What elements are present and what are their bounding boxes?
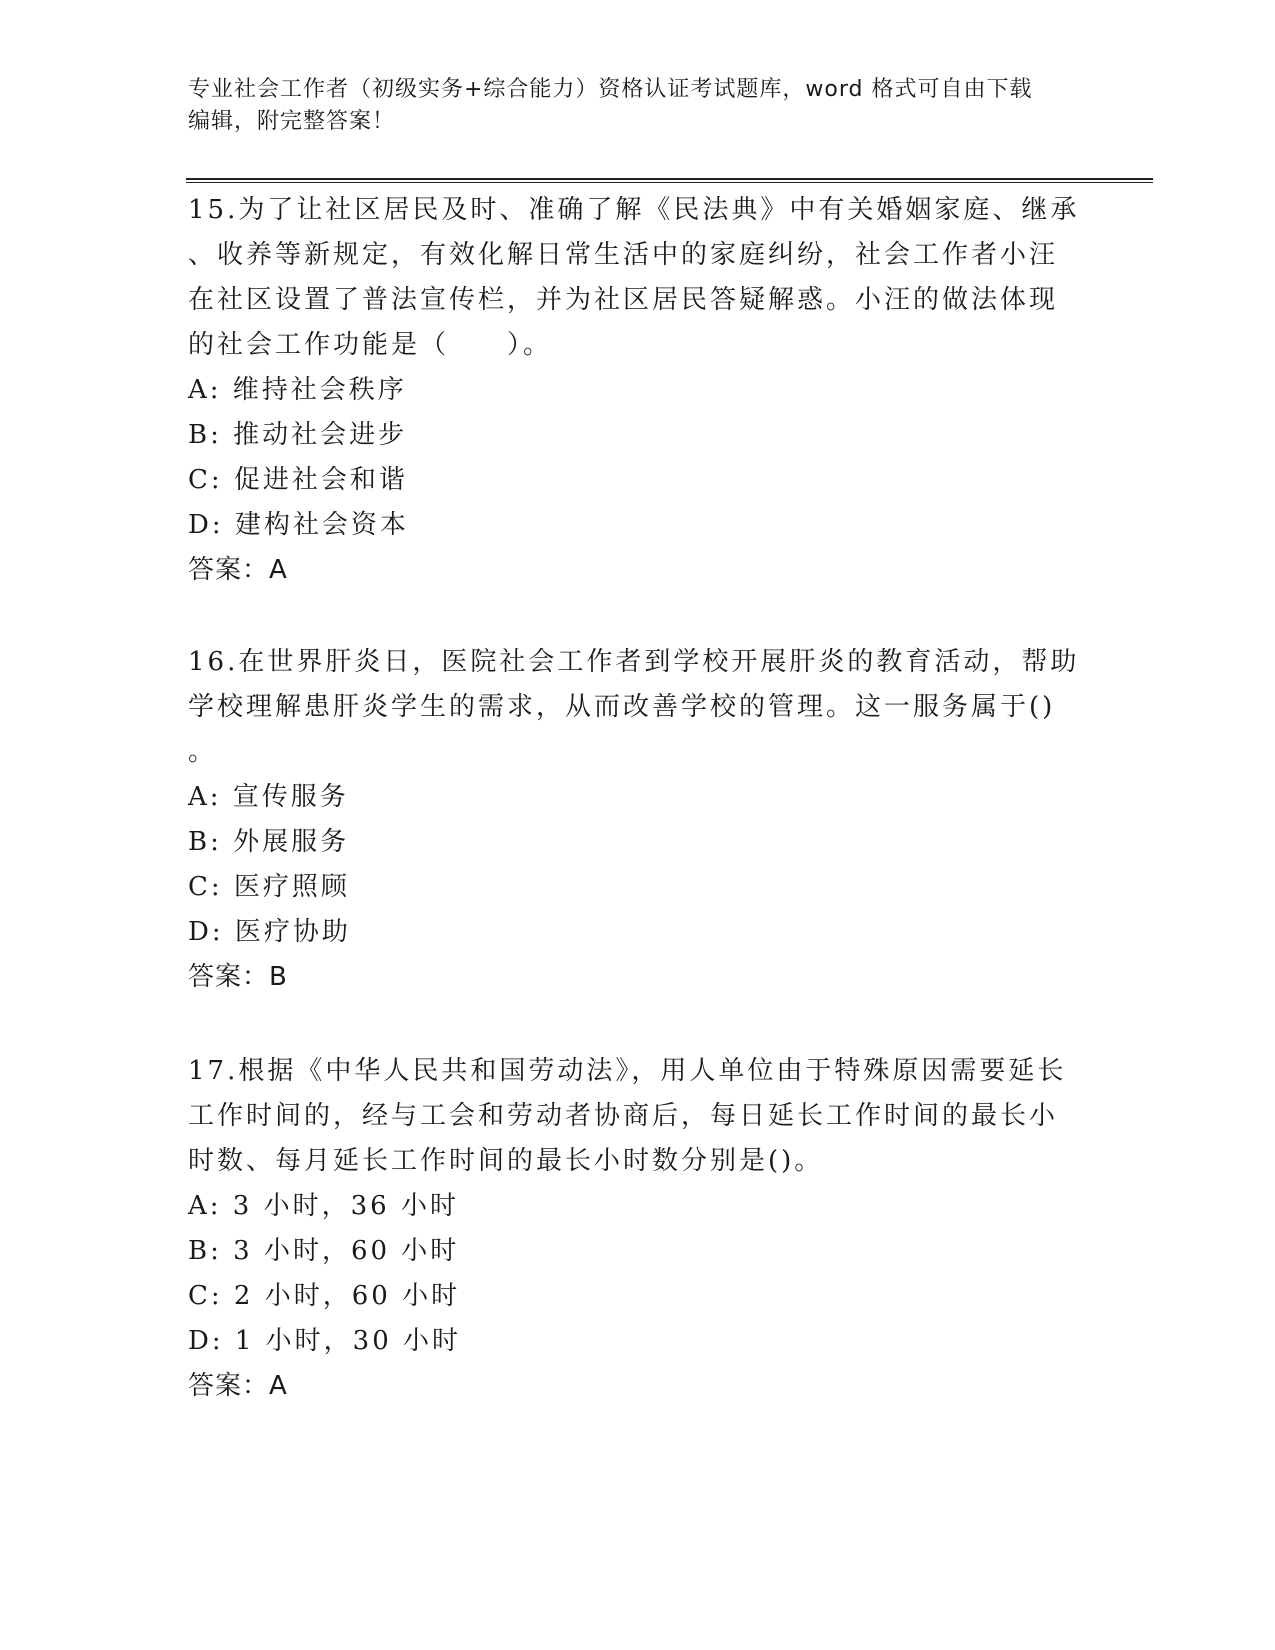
answer-label: 答案：B <box>188 962 288 992</box>
header-line-2: 编辑，附完整答案！ <box>188 109 396 134</box>
question-text-line: 的社会工作功能是（ ）。 <box>188 330 553 360</box>
answer-label: 答案：A <box>188 555 288 585</box>
question-text-line: 。 <box>188 737 218 767</box>
option-c: C: 医疗照顾 <box>188 872 350 902</box>
option-a: A: 宣传服务 <box>188 782 349 812</box>
question-text-line: 15.为了让社区居民及时、准确了解《民法典》中有关婚姻家庭、继承 <box>188 195 1080 225</box>
header-divider <box>186 178 1153 183</box>
option-a: A: 维持社会秩序 <box>188 375 407 405</box>
option-c: C: 2 小时，60 小时 <box>188 1281 461 1311</box>
option-b: B: 3 小时，60 小时 <box>188 1236 460 1266</box>
option-d: D: 1 小时，30 小时 <box>188 1326 462 1356</box>
question-text-line: 时数、每月延长工作时间的最长小时数分别是()。 <box>188 1146 824 1176</box>
option-a: A: 3 小时，36 小时 <box>188 1191 459 1221</box>
option-b: B: 推动社会进步 <box>188 420 408 450</box>
question-text-line: 16.在世界肝炎日，医院社会工作者到学校开展肝炎的教育活动，帮助 <box>188 647 1080 677</box>
question-text-line: 、收养等新规定，有效化解日常生活中的家庭纠纷，社会工作者小汪 <box>188 240 1059 270</box>
answer-label: 答案：A <box>188 1371 288 1401</box>
option-d: D: 医疗协助 <box>188 917 351 947</box>
header-line-1: 专业社会工作者（初级实务+综合能力）资格认证考试题库，word 格式可自由下载 <box>188 77 1033 102</box>
question-text-line: 工作时间的，经与工会和劳动者协商后，每日延长工作时间的最长小 <box>188 1101 1059 1131</box>
document-header <box>188 74 1088 138</box>
question-16 <box>188 640 1118 1000</box>
option-b: B: 外展服务 <box>188 827 350 857</box>
option-c: C: 促进社会和谐 <box>188 465 408 495</box>
option-d: D: 建构社会资本 <box>188 510 409 540</box>
question-text-line: 学校理解患肝炎学生的需求，从而改善学校的管理。这一服务属于() <box>188 692 1056 722</box>
question-text-line: 17.根据《中华人民共和国劳动法》，用人单位由于特殊原因需要延长 <box>188 1056 1067 1086</box>
question-17 <box>188 1049 1118 1409</box>
question-15 <box>188 188 1118 593</box>
question-text-line: 在社区设置了普法宣传栏，并为社区居民答疑解惑。小汪的做法体现 <box>188 285 1059 315</box>
